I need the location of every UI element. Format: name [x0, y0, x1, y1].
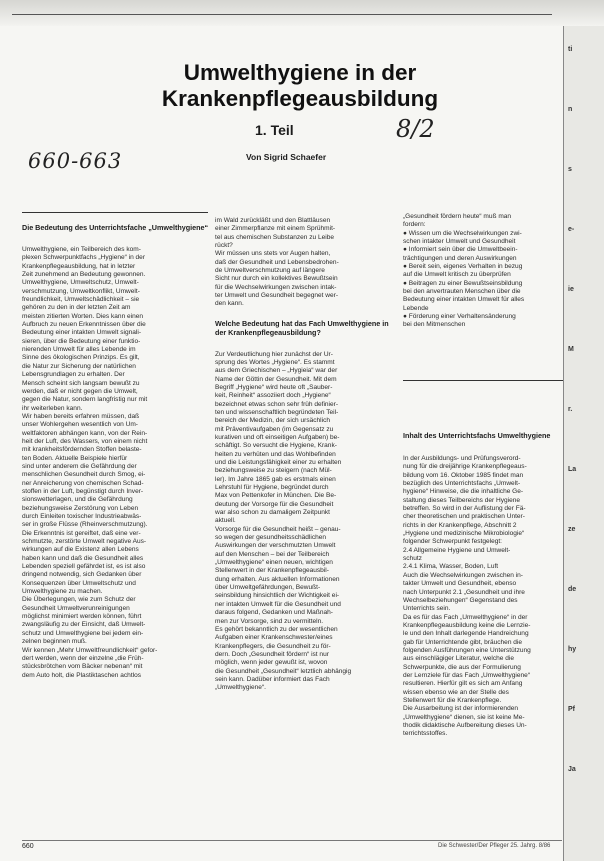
part-label: 1. Teil	[255, 122, 294, 138]
text-line: seinsbildung hinsichtlich der Wichtigkeit ei-	[215, 592, 340, 600]
title-line-1: Umwelthygiene in der	[183, 60, 417, 85]
text-line: Bedeutung einer intakten Umwelt für alles	[403, 296, 525, 304]
text-line: kurativen und oft einseitigen Aufgaben) be-	[215, 433, 340, 441]
text-line: Unterrichts sein.	[403, 605, 451, 613]
text-line: sprung des Wortes „Hygiene“. Es stammt	[215, 358, 335, 366]
text-line: heiten zu verhüten und das Wohlbefinden	[215, 450, 336, 458]
text-line: sieren, über die Bedeutung einer funktio-	[22, 337, 141, 345]
section-rule	[22, 212, 208, 213]
margin-fragment: de	[568, 586, 577, 593]
text-line: Es gehört bekanntlich zu der wesentlichen	[215, 625, 338, 633]
column-2-text	[215, 217, 396, 829]
text-line: ner Anreicherung von chemischen Schad-	[22, 479, 144, 487]
text-line: so wegen der gesundheitsschädlichen	[215, 534, 327, 542]
text-line: Zur Verdeutlichung hier zunächst der Ur-	[215, 350, 333, 358]
text-line: zwangsläufig zu der Einsicht, daß Umwelt-	[22, 621, 146, 629]
text-line: Wechselbeziehungen“ Gegenstand des	[403, 596, 518, 604]
text-line: sionswetterlagen, und die Gefährdung	[22, 496, 133, 504]
text-line: Lebensgrundlagen zu erhalten. Der	[22, 371, 125, 379]
margin-fragment: ze	[568, 526, 576, 533]
text-line: ● Wissen um die Wechselwirkungen zwi-	[403, 229, 522, 237]
text-line: Wir müssen uns stets vor Augen halten,	[215, 250, 331, 258]
text-line: möglich, wenn jeder gewußt ist, wovon	[215, 659, 328, 667]
text-line: bezüglich des Unterrichtsfachs „Umwelt-	[403, 480, 521, 488]
text-line: ner intakten Umwelt für die Gesundheit und	[215, 600, 341, 608]
text-line: unser Wohlergehen wesentlich von Um-	[22, 421, 138, 429]
text-line: Da es für das Fach „Umwelthygiene“ in der	[403, 613, 528, 621]
text-line: fordern:	[403, 221, 426, 229]
text-line: bei den anvertrauten Menschen über die	[403, 288, 521, 296]
text-line: plexen Schwerpunktfachs „Hygiene“ in der	[22, 254, 146, 262]
text-line: ● Informiert sein über die Umweltbeein-	[403, 246, 518, 254]
text-line: Umwelthygiene, ein Teilbereich des kom-	[22, 246, 141, 253]
column-1-text	[22, 246, 210, 836]
text-line: Mensch scheint sich langsam bewußt zu	[22, 379, 140, 387]
text-line: ihr weiterleben kann.	[22, 404, 83, 412]
text-line: „Umwelthygiene“ einen neuen, wichtigen	[215, 559, 333, 567]
text-line: dert werden, wenn der einzelne „die Früh-	[22, 654, 144, 662]
text-line: Wir haben bereits erfahren müssen, daß	[22, 412, 140, 420]
text-line: 2.4.1 Klima, Wasser, Boden, Luft	[403, 563, 499, 571]
scan-top-edge	[0, 0, 604, 26]
text-line: tel aus chemischen Substanzen zu Leibe	[215, 233, 335, 241]
text-line: takter Umwelt und Gesundheit, ebenso	[403, 580, 517, 588]
text-line: daß der Gesundheit und Lebensbedrohen-	[215, 258, 339, 266]
text-line: keit, Reinheit“ assoziiert doch „Hygiene“	[215, 392, 331, 400]
text-line: trächtigungen und deren Auswirkungen	[403, 254, 517, 262]
margin-fragment: La	[568, 466, 577, 473]
adjacent-page-margin	[563, 26, 604, 861]
text-line: aus dem Griechischen – „Hygieia“ war der	[215, 367, 338, 375]
journal-source: Die Schwester/Der Pfleger 25. Jahrg. 8/86	[438, 843, 551, 849]
text-line: staltung dieses Teilbereichs der Hygiene	[403, 496, 521, 504]
text-line: die Gesundheit „Gesundheit“ letztlich abhängig	[215, 667, 352, 675]
text-line: war also schon zu damaligem Zeitpunkt	[215, 509, 330, 517]
text-line: nach Unterpunkt 2.1 „Gesundheit und ihre	[403, 588, 525, 596]
text-line: ● Beitragen zu einer Bewußtseinsbildung	[403, 279, 523, 287]
margin-fragment: ie	[568, 286, 574, 293]
text-line: wirkungen auf die Existenz allen Lebens	[22, 546, 139, 554]
text-line: „Gesundheit fördern heute“ muß man	[403, 213, 512, 220]
text-line: Aufbruch zu neuen Erkenntnissen über die	[22, 321, 146, 329]
page-number: 660	[22, 843, 34, 850]
text-line: aktuell.	[215, 517, 236, 525]
margin-fragment: Ja	[568, 766, 576, 773]
text-line: menschlichen Gesundheit durch Smog, ei-	[22, 471, 146, 479]
section-heading-inhalt: Inhalt des Unterrichtsfachs Umwelthygiene	[403, 431, 551, 440]
text-line: richts in der Krankenpflege, Abschnitt 2	[403, 521, 517, 529]
text-line	[215, 309, 396, 317]
text-line: Konsequenzen über Umweltschutz und	[22, 579, 136, 587]
text-line: nierenden Umwelt für alles Lebende im	[22, 346, 136, 354]
text-line: Stellenwert für die Krankenpflege.	[403, 696, 502, 704]
text-line: ten Boden. Aktuelle Beispiele hierfür	[22, 454, 128, 462]
text-line: ler). Im Jahre 1865 gab es erstmals einen	[215, 475, 336, 483]
text-line: 2.4 Allgemeine Hygiene und Umwelt-	[403, 546, 511, 554]
text-line: bezeichnet etwas schon sehr früh definier-	[215, 400, 339, 408]
text-line: „Hygiene und medizinische Mikrobiologie“	[403, 530, 525, 538]
text-line: Auswirkungen der verschmutzten Umwelt	[215, 542, 336, 550]
text-line: Krankenpflegers, die Gesundheit zu för-	[215, 642, 331, 650]
text-line: men zur Vorsorge, sind zu vermitteln.	[215, 617, 324, 625]
text-line: freundlichkeit, Umweltschädlichkeit – sie	[22, 296, 140, 304]
margin-fragment: ti	[568, 46, 573, 53]
text-line: cher theoretischen und praktischen Unter-	[403, 513, 525, 521]
text-line: im Wald zurückläßt und den Blattläusen	[215, 217, 331, 224]
text-line: dringend notwendig, sich Gedanken über	[22, 571, 142, 579]
text-line: Die Erkenntnis ist gereiftet, daß eine ver-	[22, 529, 141, 537]
margin-fragment: Pf	[568, 706, 575, 713]
text-line: Lebende	[403, 304, 429, 312]
text-line: ter Umwelt und Gesundheit begegnet wer-	[215, 292, 339, 300]
text-line: Krankenpflegeausbildung keine die Lernzie-	[403, 621, 531, 629]
text-line: Krankenpflegeausbildung, hat in letzter	[22, 262, 136, 270]
text-line: Auch die Wechselwirkungen zwischen in-	[403, 571, 523, 579]
text-line: über Umweltgefährdungen, Bewußt-	[215, 584, 321, 592]
text-line: folgender Schwerpunkt festgelegt:	[403, 538, 502, 546]
text-line: Aufgaben einer Krankenschwester/eines	[215, 634, 333, 642]
text-line: Die Ausarbeitung ist der informierenden	[403, 705, 518, 713]
text-line: schen intakter Umwelt und Gesundheit	[403, 238, 516, 246]
text-line: betreffen. So wird in der Auflistung der Fä-	[403, 505, 526, 513]
text-line: meisten zitierten Worten. Dies kann einen	[22, 312, 144, 320]
text-line: Die Überlegungen, wie zum Schutz der	[22, 596, 136, 604]
text-line: schmutzte, zerstörte Umwelt negative Aus-	[22, 538, 147, 546]
handwritten-page-range: 660-663	[28, 149, 123, 173]
text-line: folgenden Ausführungen eine Unterstützung	[403, 646, 531, 654]
text-line: terrichtsstoffes.	[403, 730, 448, 738]
text-line: daraus folgend, Gedanken und Maßnah-	[215, 609, 333, 617]
column-4-text	[403, 455, 563, 840]
article-title	[130, 60, 470, 112]
text-line: heit der Luft, des Wassers, von einem nicht	[22, 437, 148, 445]
text-line: durch Einleiten toxischer Industrieabwäs-	[22, 513, 142, 520]
author-line: Von Sigrid Schaefer	[246, 152, 327, 162]
text-line: Umwelthygiene zu machen.	[22, 588, 103, 596]
handwritten-issue-mark: 8/2	[396, 115, 435, 143]
text-line: den kann.	[215, 300, 244, 308]
section-heading-fach: Welche Bedeutung hat das Fach Umwelthygiene in der Krankenpflegeausbildung?	[215, 319, 389, 337]
text-line: Lebenden speziell gefährdet ist, es ist also	[22, 563, 146, 571]
text-line: „Umwelthygiene“ dienen, sie ist keine Me-	[403, 713, 525, 721]
text-line: le und den Inhalt darlegende Handreichung	[403, 630, 529, 638]
margin-fragment: n	[568, 106, 573, 113]
text-line: gab für Unterrichtende gibt, bräuchen die	[403, 638, 523, 646]
column-3-bullets	[403, 213, 563, 373]
text-line: ● Förderung einer Verhaltensänderung	[403, 313, 516, 321]
text-line: Bedeutung einer intakten Umwelt signali-	[22, 329, 142, 337]
text-line: Wir kennen „Mehr Umweltfreundlichkeit“ gefor-	[22, 646, 158, 654]
margin-fragment: r.	[568, 406, 573, 413]
text-line: bei den Mitmenschen	[403, 321, 466, 329]
text-line: deutung der Vorsorge für die Gesundheit	[215, 500, 334, 508]
text-line: für die Wechselwirkungen zwischen intak-	[215, 283, 337, 291]
top-rule	[12, 14, 552, 15]
text-line: ten und wissenschaftlich begründeten Teil-	[215, 408, 339, 416]
text-line: bereich der Medizin, der sich ursächlich	[215, 417, 330, 425]
text-line: nung für die dreijährige Krankenpflegeaus-	[403, 463, 527, 471]
text-line: sein kann. Dadüber informiert das Fach	[215, 675, 330, 683]
text-line: thodik didaktische Aufbereitung dieses Un-	[403, 722, 527, 729]
text-line: Sicht nur durch ein kollektives Bewußtsein	[215, 275, 338, 283]
text-line: schäftigt. So versucht die Hygiene, Krank-	[215, 442, 337, 450]
text-line: schutz und Umwelthygiene bei jedem ein-	[22, 629, 144, 637]
margin-fragment: e-	[568, 226, 575, 233]
text-line: verschmutzung, Umweltkonflikt, Umwelt-	[22, 287, 140, 295]
text-line: Umwelthygiene, Umweltschutz, Umwelt-	[22, 279, 139, 287]
text-line: die Natur zur Sicherung der natürlichen	[22, 362, 136, 370]
text-line: rückt?	[215, 242, 233, 250]
footer-rule	[22, 840, 562, 841]
section-rule-2	[403, 380, 563, 381]
text-line: dung erhalten. Aus aktuellen Informationen	[215, 575, 340, 583]
text-line: dem Auto holt, die Plastiktaschen achtlos	[22, 671, 142, 679]
text-line: ● Bereit sein, eigenes Verhalten in bezug	[403, 263, 523, 271]
text-line: stoffen in der Luft, begünstigt durch Inver-	[22, 487, 144, 495]
text-line: Schwerpunkte, die aus der Formulierung	[403, 663, 521, 671]
text-line: Sinne des ökologischen Prinzips. Es gilt,	[22, 354, 140, 362]
text-line: „Umwelthygiene“.	[215, 684, 266, 692]
text-line: aus einschlägiger Literatur, welche die	[403, 655, 514, 663]
section-heading-bedeutung: Die Bedeutung des Unterrichtsfache „Umwelthygiene“	[22, 223, 209, 232]
text-line: werden, daß er nicht gegen die Umwelt,	[22, 387, 138, 395]
text-line: auf die Umwelt kritisch zu überprüfen	[403, 271, 511, 279]
text-line: einer Zimmerpflanze mit einem Sprühmit-	[215, 225, 336, 233]
text-line: haben kann und daß die Gesundheit alles	[22, 554, 144, 562]
title-line-2: Krankenpflegeausbildung	[161, 86, 439, 111]
text-line: gehören zu den in der letzten Zeit am	[22, 304, 131, 312]
text-line: und die Leistungsfähigkeit einer zu erhalten	[215, 458, 342, 466]
text-line: stücksbrötchen vom Bäcker nebenan“ mit	[22, 663, 143, 671]
text-line: beziehungsweise Zerstörung von Leben	[22, 504, 139, 512]
text-line: schutz	[403, 555, 422, 563]
text-line: beziehungsweise zu steigern (nach Mül-	[215, 467, 332, 475]
text-line: de Umweltverschmutzung auf längere	[215, 267, 325, 275]
text-line: Vorsorge für die Gesundheit heißt – genau-	[215, 525, 341, 533]
text-line: mit krankheitsfördernden Stoffen belaste-	[22, 446, 142, 454]
text-line: möglichst minimiert werden können, führt	[22, 613, 142, 621]
text-line: Lehrstuhl für Hygiene, begründet durch	[215, 484, 329, 491]
margin-fragment: hy	[568, 646, 577, 653]
text-line: ser in große Flüsse (Rheinverschmutzung).	[22, 521, 148, 529]
text-line: zelnen beginnen muß.	[22, 638, 87, 646]
margin-fragment: s	[568, 166, 572, 173]
text-line: Zeit zunehmend an Bedeutung gewonnen.	[22, 271, 146, 279]
text-line: weltfaktoren abhängen kann, von der Rein-	[22, 429, 148, 437]
text-line: wissen ebenso wie an der Stelle des	[403, 688, 509, 696]
text-line: sind unter anderem die Gefährdung der	[22, 462, 137, 470]
text-line	[215, 342, 396, 350]
text-line: Begriff „Hygiene“ wird heute oft „Sauber-	[215, 383, 333, 391]
text-line: resultieren. Hierfür gilt es sich am Anfang	[403, 680, 523, 688]
text-line: bildung vom 16. Oktober 1985 findet man	[403, 471, 524, 479]
margin-fragment: M	[568, 346, 574, 353]
text-line: Stellenwert in der Krankenpflegeausbil-	[215, 567, 329, 575]
text-line: der Lernziele für das Fach „Umwelthygiene“	[403, 671, 530, 679]
text-line: Name der Göttin der Gesundheit. Mit dem	[215, 375, 337, 383]
text-line: Gesundheit Umweltverunreinigungen	[22, 604, 130, 612]
text-line: dern. Doch „Gesundheit fördern“ ist nur	[215, 650, 329, 658]
text-line: In der Ausbildungs- und Prüfungsverord-	[403, 455, 521, 462]
text-line: hygiene“ Hinweise, die die inhaltliche Ge-	[403, 488, 524, 496]
text-line: mit Präventivaufgaben (im Gegensatz zu	[215, 425, 334, 433]
text-line: Max von Pettenkofer in München. Die Be-	[215, 492, 337, 500]
text-line: auf den Menschen – bei der Teilbereich	[215, 550, 330, 558]
text-line: gegen die Natur, sondern langfristig nur mit	[22, 396, 148, 404]
